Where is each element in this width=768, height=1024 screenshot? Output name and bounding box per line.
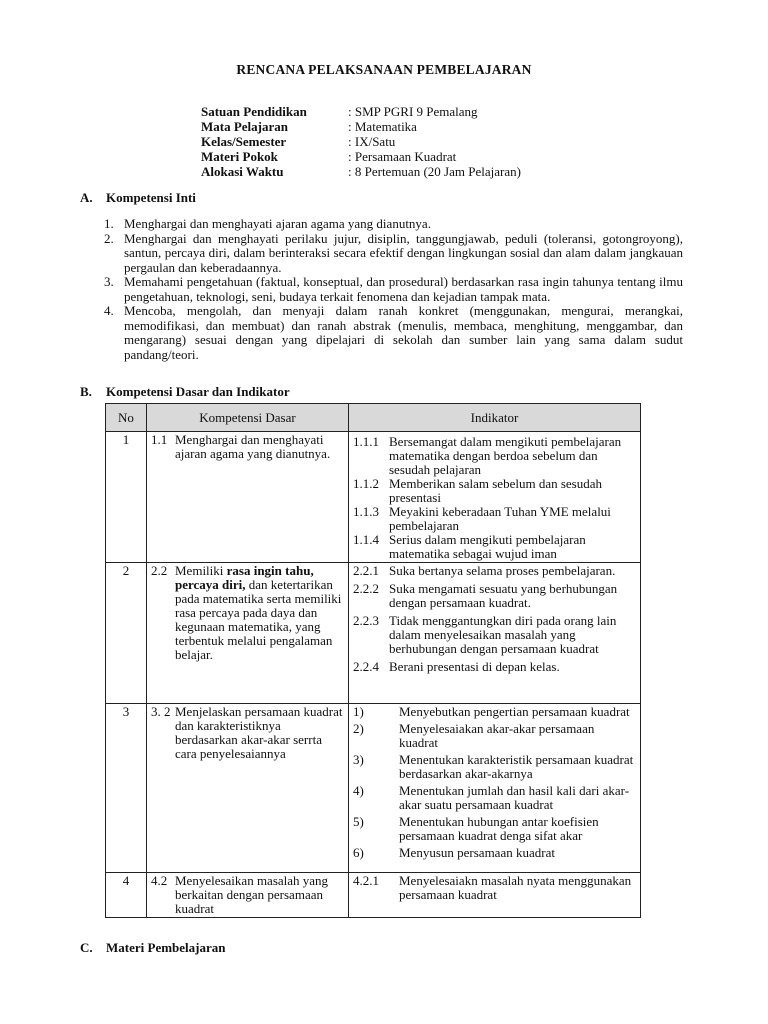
indicator-item [353,874,636,902]
section-b-heading [80,384,290,400]
identity-label: Satuan Pendidikan [201,104,307,119]
indikator-cell [349,704,641,873]
section-a-heading [80,190,196,206]
section-letter: C. [80,940,93,955]
identity-label: Alokasi Waktu [201,164,284,179]
kd-cell [147,432,349,563]
row-number: 1 [106,432,147,563]
list-item [104,304,683,362]
indikator-cell [349,432,641,563]
indicator-item [353,435,636,477]
indicator-text: Bersemangat dalam mengikuti pembelajaran matematika dengan berdoa sebelum dan sesudah pelajaran [389,434,622,477]
indicator-number: 1.1.3 [353,504,379,519]
header-no: No [106,404,147,432]
indicator-item [353,846,636,860]
identity-value: : Persamaan Kuadrat [348,149,457,164]
list-text: Menghargai dan menghayati ajaran agama yang dianutnya. [124,216,431,231]
indicator-text: Menyelesaiakan akar-akar persamaan kuadrat [399,721,595,750]
identity-row-time [201,164,521,179]
kd-text: Menyelesaikan masalah yang berkaitan dengan persamaan kuadrat [175,873,329,916]
indicator-item [353,505,636,533]
kd-text: Menghargai dan menghayati ajaran agama yang dianutnya. [175,432,331,461]
identity-row-topic [201,149,521,164]
identity-value: : 8 Pertemuan (20 Jam Pelajaran) [348,164,521,179]
list-item [104,232,683,276]
section-title: Kompetensi Dasar dan Indikator [106,384,290,399]
indicator-item [353,705,636,719]
indicator-number: 1.1.1 [353,434,379,449]
identity-value: : SMP PGRI 9 Pemalang [348,104,478,119]
indicator-text: Menyelesaiakn masalah nyata menggunakan persamaan kuadrat [399,873,632,902]
indicator-item [353,784,636,812]
indicator-text: Serius dalam mengikuti pembelajaran matematika sebagai wujud iman [389,532,586,561]
indicator-text: Suka bertanya selama proses pembelajaran. [389,563,616,578]
table-row [106,432,641,563]
indicator-number: 4.2.1 [353,873,379,888]
indicator-number: 5) [353,814,364,829]
identity-row-class [201,134,521,149]
indicator-item [353,753,636,781]
section-letter: A. [80,190,93,205]
row-number: 4 [106,873,147,918]
indicator-text: Meyakini keberadaan Tuhan YME melalui pembelajaran [389,504,611,533]
indicator-number: 1.1.2 [353,476,379,491]
list-number: 3. [104,274,114,289]
indicator-item [353,722,636,750]
indicator-text: Menyebutkan pengertian persamaan kuadrat [399,704,630,719]
header-indikator: Indikator [349,404,641,432]
kd-number: 3. 2 [151,704,171,719]
document-title: RENCANA PELAKSANAAN PEMBELAJARAN [236,62,532,77]
indicator-number: 2.2.3 [353,613,379,628]
indicator-item [353,477,636,505]
section-c-heading [80,940,225,956]
indicator-item [353,533,636,561]
kd-text-post: dan ketertarikan pada matematika serta memiliki rasa percaya pada daya dan kegunaan matematika, yang terbentuk melalui pengalaman belajar. [175,577,342,662]
indicator-text: Tidak menggantungkan diri pada orang lain dalam menyelesaikan masalah yang berhubungan dengan persamaan kuadrat [389,613,617,656]
indicator-item [353,660,636,674]
indicator-number: 6) [353,845,364,860]
indicator-item [353,564,636,578]
indicator-number: 2.2.4 [353,659,379,674]
row-number: 2 [106,563,147,704]
list-number: 4. [104,303,114,318]
list-number: 1. [104,216,114,231]
identity-label: Materi Pokok [201,149,278,164]
identity-row-school [201,104,521,119]
row-number: 3 [106,704,147,873]
kd-text-bold: percaya diri, [175,577,246,592]
indicator-text: Menyusun persamaan kuadrat [399,845,555,860]
section-letter: B. [80,384,92,399]
indicator-item [353,614,636,656]
identity-label: Mata Pelajaran [201,119,289,134]
kd-text-bold: rasa ingin tahu, [226,563,314,578]
indicator-number: 1.1.4 [353,532,379,547]
identity-value: : Matematika [348,119,417,134]
indicator-number: 4) [353,783,364,798]
indicator-text: Menentukan jumlah dan hasil kali dari akar-akar suatu persamaan kuadrat [399,783,630,812]
indicator-number: 2.2.1 [353,563,379,578]
kd-number: 2.2 [151,563,168,578]
indicator-text: Memberikan salam sebelum dan sesudah presentasi [389,476,602,505]
list-text: Mencoba, mengolah, dan menyaji dalam ranah konkret (menggunakan, mengurai, merangkai, memodifikasi, dan membuat) dan ranah abstrak (menulis, membaca, menghitung, menggambar, dan mengarang) sesuai dengan yang dipelajari di sekolah dan sumber lain yang sama dalam sudut pandang/teori. [124,303,683,362]
kd-cell [147,563,349,704]
list-text: Menghargai dan menghayati perilaku jujur, disiplin, tanggungjawab, peduli (toleransi, gotongroyong), santun, percaya diri, dalam berinteraksi secara efektif dengan lingkungan sosial dan alam dalam jangkauan pergaulan dan keberadaannya. [124,230,683,275]
indicator-text: Menentukan karakteristik persamaan kuadrat berdasarkan akar-akarnya [399,752,634,781]
kompetensi-inti-list [104,217,683,362]
indicator-text: Berani presentasi di depan kelas. [389,659,560,674]
list-text: Memahami pengetahuan (faktual, konseptual, dan prosedural) berdasarkan rasa ingin tahunya tentang ilmu pengetahuan, teknologi, seni, budaya terkait fenomena dan kejadian tampak mata. [124,274,683,304]
identity-block [201,104,521,179]
table-row [106,704,641,873]
indicator-number: 1) [353,704,364,719]
kd-cell [147,704,349,873]
kd-text: Menjelaskan persamaan kuadrat dan karakteristiknya berdasarkan akar-akar serrta cara penyelesaiannya [175,704,343,761]
identity-value: : IX/Satu [348,134,396,149]
list-item [104,275,683,304]
indicator-number: 3) [353,752,364,767]
table-row [106,563,641,704]
list-number: 2. [104,230,114,246]
indicator-text: Menentukan hubungan antar koefisien persamaan kuadrat denga sifat akar [399,814,599,843]
header-kompetensi-dasar: Kompetensi Dasar [147,404,349,432]
indicator-text: Suka mengamati sesuatu yang berhubungan dengan persamaan kuadrat. [389,581,618,610]
indicator-item [353,582,636,610]
table-row [106,873,641,918]
list-item [104,217,683,232]
table-header-row [106,404,641,432]
kd-number: 1.1 [151,432,168,447]
indikator-cell [349,563,641,704]
kd-number: 4.2 [151,873,168,888]
indicator-item [353,815,636,843]
kd-cell [147,873,349,918]
section-title: Kompetensi Inti [106,190,196,205]
kd-indikator-table [105,403,641,918]
indicator-number: 2) [353,721,364,736]
kd-text-pre: Memiliki [175,563,227,578]
identity-row-subject [201,119,521,134]
section-title: Materi Pembelajaran [106,940,226,955]
identity-label: Kelas/Semester [201,134,287,149]
indicator-number: 2.2.2 [353,581,379,596]
indikator-cell [349,873,641,918]
